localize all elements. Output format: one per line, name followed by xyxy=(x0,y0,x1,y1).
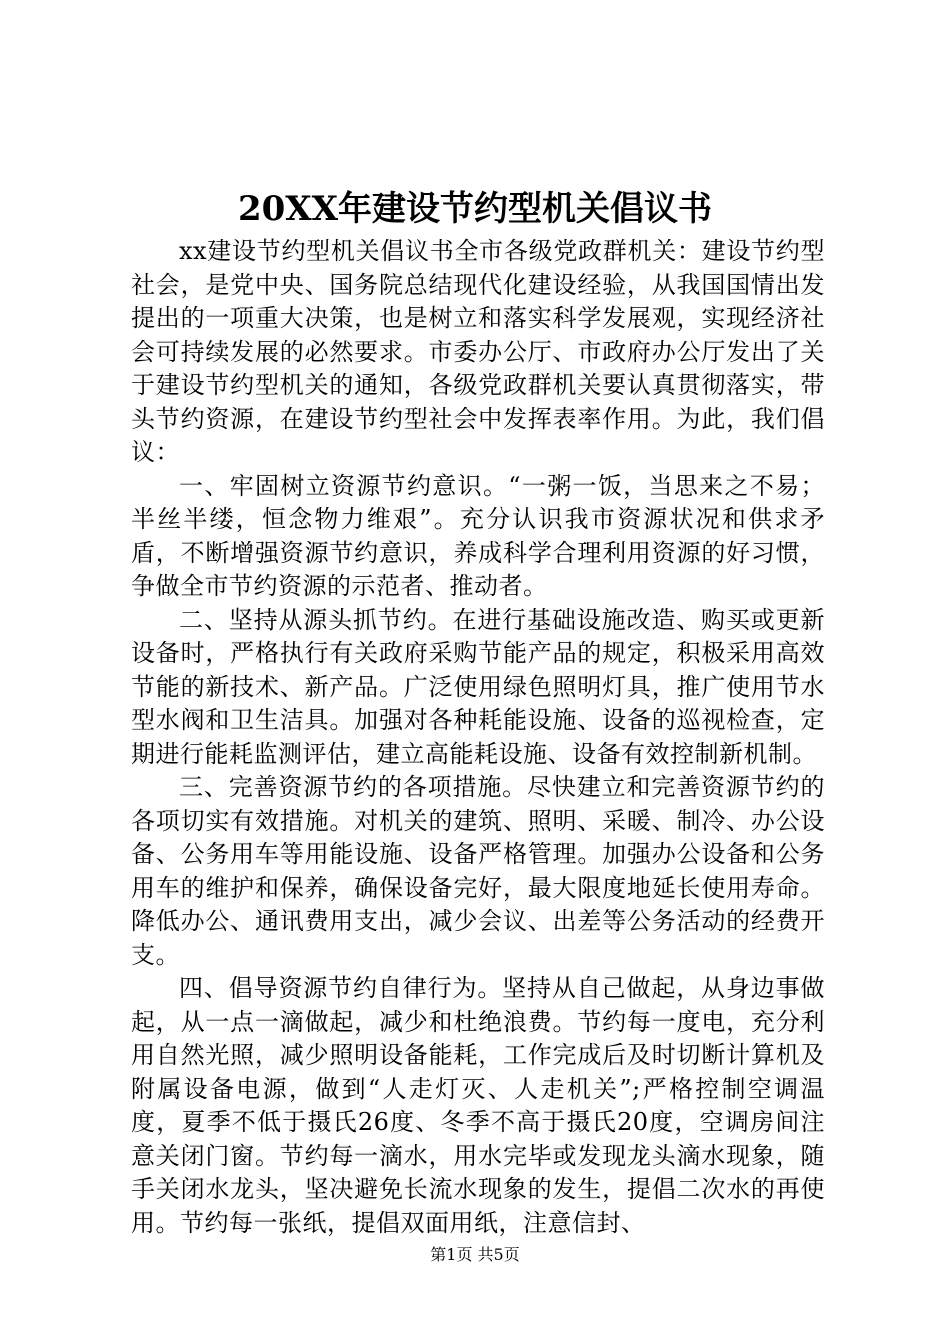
document-body xyxy=(131,235,825,1240)
page-footer: 第1页 共5页 xyxy=(430,1245,520,1264)
document-title: 20XX年建设节约型机关倡议书 xyxy=(237,189,713,229)
paragraph-item-3: 三、完善资源节约的各项措施。尽快建立和完善资源节约的各项切实有效措施。对机关的建筑、照明、采暖、制冷、办公设备、公务用车等用能设施、设备严格管理。加强办公设备和公务用车的维护和保养，确保设备完好，最大限度地延长使用寿命。降低办公、通讯费用支出，减少会议、出差等公务活动的经费开支。 xyxy=(131,773,825,969)
paragraph-item-4: 四、倡导资源节约自律行为。坚持从自己做起，从身边事做起，从一点一滴做起，减少和杜绝浪费。节约每一度电，充分利用自然光照，减少照明设备能耗，工作完成后及时切断计算机及附属设备电源，做到“人走灯灭、人走机关”;严格控制空调温度，夏季不低于摄氏26度、冬季不高于摄氏20度，空调房间注意关闭门窗。节约每一滴水，用水完毕或发现龙头滴水现象，随手关闭水龙头，坚决避免长流水现象的发生，提倡二次水的再使用。节约每一张纸，提倡双面用纸，注意信封、 xyxy=(131,974,825,1237)
paragraph-item-2: 二、坚持从源头抓节约。在进行基础设施改造、购买或更新设备时，严格执行有关政府采购节能产品的规定，积极采用高效节能的新技术、新产品。广泛使用绿色照明灯具，推广使用节水型水阀和卫生洁具。加强对各种耗能设施、设备的巡视检查，定期进行能耗监测评估，建立高能耗设施、设备有效控制新机制。 xyxy=(131,605,825,768)
paragraph-item-1: 一、牢固树立资源节约意识。“一粥一饭，当思来之不易；半丝半缕，恒念物力维艰”。充分认识我市资源状况和供求矛盾，不断增强资源节约意识，养成科学合理利用资源的好习惯，争做全市节约资源的示范者、推动者。 xyxy=(131,471,825,600)
paragraph-intro: xx建设节约型机关倡议书全市各级党政群机关：建设节约型社会，是党中央、国务院总结现代化建设经验，从我国国情出发提出的一项重大决策，也是树立和落实科学发展观，实现经济社会可持续发展的必然要求。市委办公厅、市政府办公厅发出了关于建设节约型机关的通知，各级党政群机关要认真贯彻落实，带头节约资源，在建设节约型社会中发挥表率作用。为此，我们倡议： xyxy=(131,237,825,466)
